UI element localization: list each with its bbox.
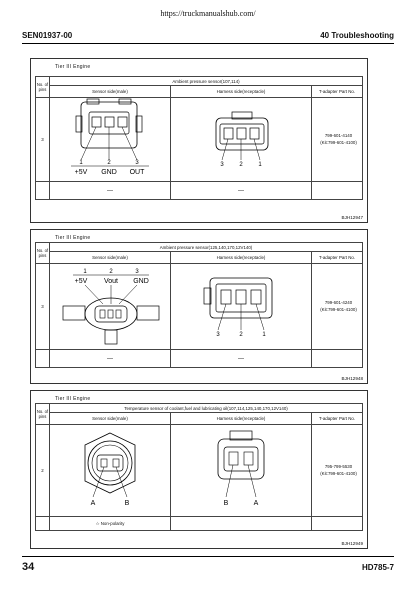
- harness-drawing: [171, 425, 312, 517]
- harness-pin-2: 2: [239, 162, 243, 168]
- col-sensor: Sensor side(male): [50, 413, 171, 425]
- col-pins: No. of pins: [36, 243, 50, 264]
- pin-label-1: 1: [79, 160, 83, 166]
- page-number: 34: [22, 561, 35, 573]
- kit-number: (Kit:799-601-4100): [320, 470, 357, 476]
- part-number: 799-601-4140: [324, 133, 353, 138]
- col-harness: Harness side(receptacle): [171, 86, 312, 98]
- sensor-dash: —: [50, 350, 171, 368]
- pin-count: 3: [36, 98, 50, 182]
- kit-number: (Kit:799-601-4100): [320, 306, 357, 312]
- figure-code: BJH12948: [341, 376, 363, 381]
- harness-drawing: [171, 98, 312, 182]
- part-number: 795-799-5530: [324, 464, 353, 469]
- sensor-drawing: [50, 98, 171, 182]
- pin-label-3: 3: [135, 269, 139, 275]
- tier-label: Tier III Engine: [55, 235, 91, 241]
- sensor-connector-drawing: [51, 98, 169, 180]
- signal-gnd: GND: [133, 278, 149, 285]
- t-adapter-part: [312, 264, 363, 350]
- signal-out: OUT: [129, 169, 145, 176]
- figure-code: BJH12949: [341, 541, 363, 546]
- harness-dash: —: [171, 350, 312, 368]
- model-name: HD785-7: [361, 563, 394, 572]
- col-pins: No. of pins: [36, 77, 50, 98]
- connector-table: [35, 403, 363, 531]
- figure-code: BJH12947: [341, 215, 363, 220]
- tier-label: Tier III Engine: [55, 64, 91, 70]
- pin-label-1: 1: [83, 269, 87, 275]
- harness-dash: —: [171, 182, 312, 200]
- col-harness: Harness side(receptacle): [171, 413, 312, 425]
- sensor-title: Ambient pressure sensor(125,140,170,12V140): [50, 243, 363, 252]
- harness-pin-1: 1: [262, 332, 266, 338]
- harness-pin-3: 3: [220, 162, 224, 168]
- sensor-drawing: [50, 264, 171, 350]
- signal-5v: +5V: [74, 278, 88, 285]
- section-title: 40 Troubleshooting: [320, 31, 394, 40]
- col-pins: No. of pins: [36, 404, 50, 425]
- sensor-title: Ambient pressure sensor(107,114): [50, 77, 363, 86]
- part-number: 799-601-4240: [324, 300, 353, 305]
- harness-pin-3: 3: [216, 332, 220, 338]
- pin-label-3: 3: [135, 160, 139, 166]
- signal-5v: +5V: [74, 169, 88, 176]
- harness-pin-1: 1: [258, 162, 262, 168]
- harness-connector-drawing: [172, 98, 310, 180]
- sensor-connector-drawing: [51, 264, 169, 348]
- page-header: [22, 31, 394, 42]
- sensor-title: Temperature sensor of coolant,fuel and lubricating oil(107,114,125,140,170,12V140): [50, 404, 363, 413]
- sensor-dash: —: [50, 182, 171, 200]
- pin-label-2: 2: [107, 160, 111, 166]
- footer-rule: [22, 556, 394, 557]
- harness-connector-drawing: [172, 425, 310, 515]
- tier-label: Tier III Engine: [55, 396, 91, 402]
- pin-label-a: A: [90, 500, 96, 507]
- col-harness: Harness side(receptacle): [171, 252, 312, 264]
- col-sensor: Sensor side(male): [50, 86, 171, 98]
- harness-drawing: [171, 264, 312, 350]
- pin-count: 2: [36, 425, 50, 517]
- t-adapter-part: [312, 425, 363, 517]
- col-t-adapter: T-adapter Part No.: [312, 86, 363, 98]
- pin-label-b: B: [124, 500, 130, 507]
- kit-number: (Kit:799-601-4100): [320, 139, 357, 145]
- harness-connector-drawing: [172, 264, 310, 348]
- col-sensor: Sensor side(male): [50, 252, 171, 264]
- col-t-adapter: T-adapter Part No.: [312, 413, 363, 425]
- signal-gnd: GND: [101, 169, 117, 176]
- connector-table: [35, 242, 363, 368]
- harness-pin-b: B: [223, 500, 229, 507]
- panel-temperature-sensor: [30, 390, 368, 549]
- source-url[interactable]: https://truckmanualshub.com/: [160, 9, 256, 18]
- header-rule: [22, 43, 394, 44]
- connector-table: [35, 76, 363, 200]
- t-adapter-part: [312, 98, 363, 182]
- pin-label-2: 2: [109, 269, 113, 275]
- col-t-adapter: T-adapter Part No.: [312, 252, 363, 264]
- signal-vout: Vout: [103, 278, 119, 285]
- panel-ambient-pressure-1: [30, 58, 368, 223]
- doc-code: SEN01937-00: [22, 31, 73, 40]
- sensor-drawing: [50, 425, 171, 517]
- sensor-connector-drawing: [51, 425, 169, 515]
- pin-count: 3: [36, 264, 50, 350]
- harness-pin-a: A: [253, 500, 259, 507]
- harness-pin-2: 2: [239, 332, 243, 338]
- non-polarity-note: ☆ Non-polarity: [50, 517, 171, 531]
- panel-ambient-pressure-2: [30, 229, 368, 384]
